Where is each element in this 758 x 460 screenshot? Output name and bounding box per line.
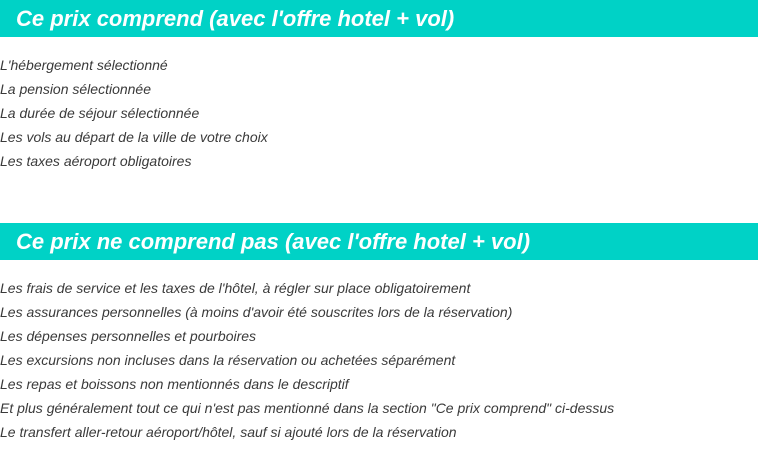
- list-item: Les excursions non incluses dans la réservation ou achetées séparément: [0, 352, 456, 368]
- list-item: Les repas et boissons non mentionnés dans le descriptif: [0, 376, 349, 392]
- list-item: Les taxes aéroport obligatoires: [0, 153, 192, 169]
- list-item: Le transfert aller-retour aéroport/hôtel, sauf si ajouté lors de la réservation: [0, 424, 457, 440]
- included-items-list: [0, 53, 268, 173]
- list-item: La durée de séjour sélectionnée: [0, 105, 200, 121]
- list-item: La pension sélectionnée: [0, 81, 152, 97]
- list-item: Les assurances personnelles (à moins d'avoir été souscrites lors de la réservation): [0, 304, 513, 320]
- list-item: Les dépenses personnelles et pourboires: [0, 328, 257, 344]
- list-item: Les vols au départ de la ville de votre choix: [0, 129, 268, 145]
- list-item: L'hébergement sélectionné: [0, 57, 168, 73]
- excluded-items-list: [0, 276, 614, 444]
- list-item: Les frais de service et les taxes de l'hôtel, à régler sur place obligatoirement: [0, 280, 471, 296]
- excluded-section-heading: Ce prix ne comprend pas (avec l'offre hotel + vol): [0, 223, 758, 260]
- included-section-heading: Ce prix comprend (avec l'offre hotel + vol): [0, 0, 758, 37]
- list-item: Et plus généralement tout ce qui n'est pas mentionné dans la section "Ce prix comprend" ci-dessus: [0, 400, 615, 416]
